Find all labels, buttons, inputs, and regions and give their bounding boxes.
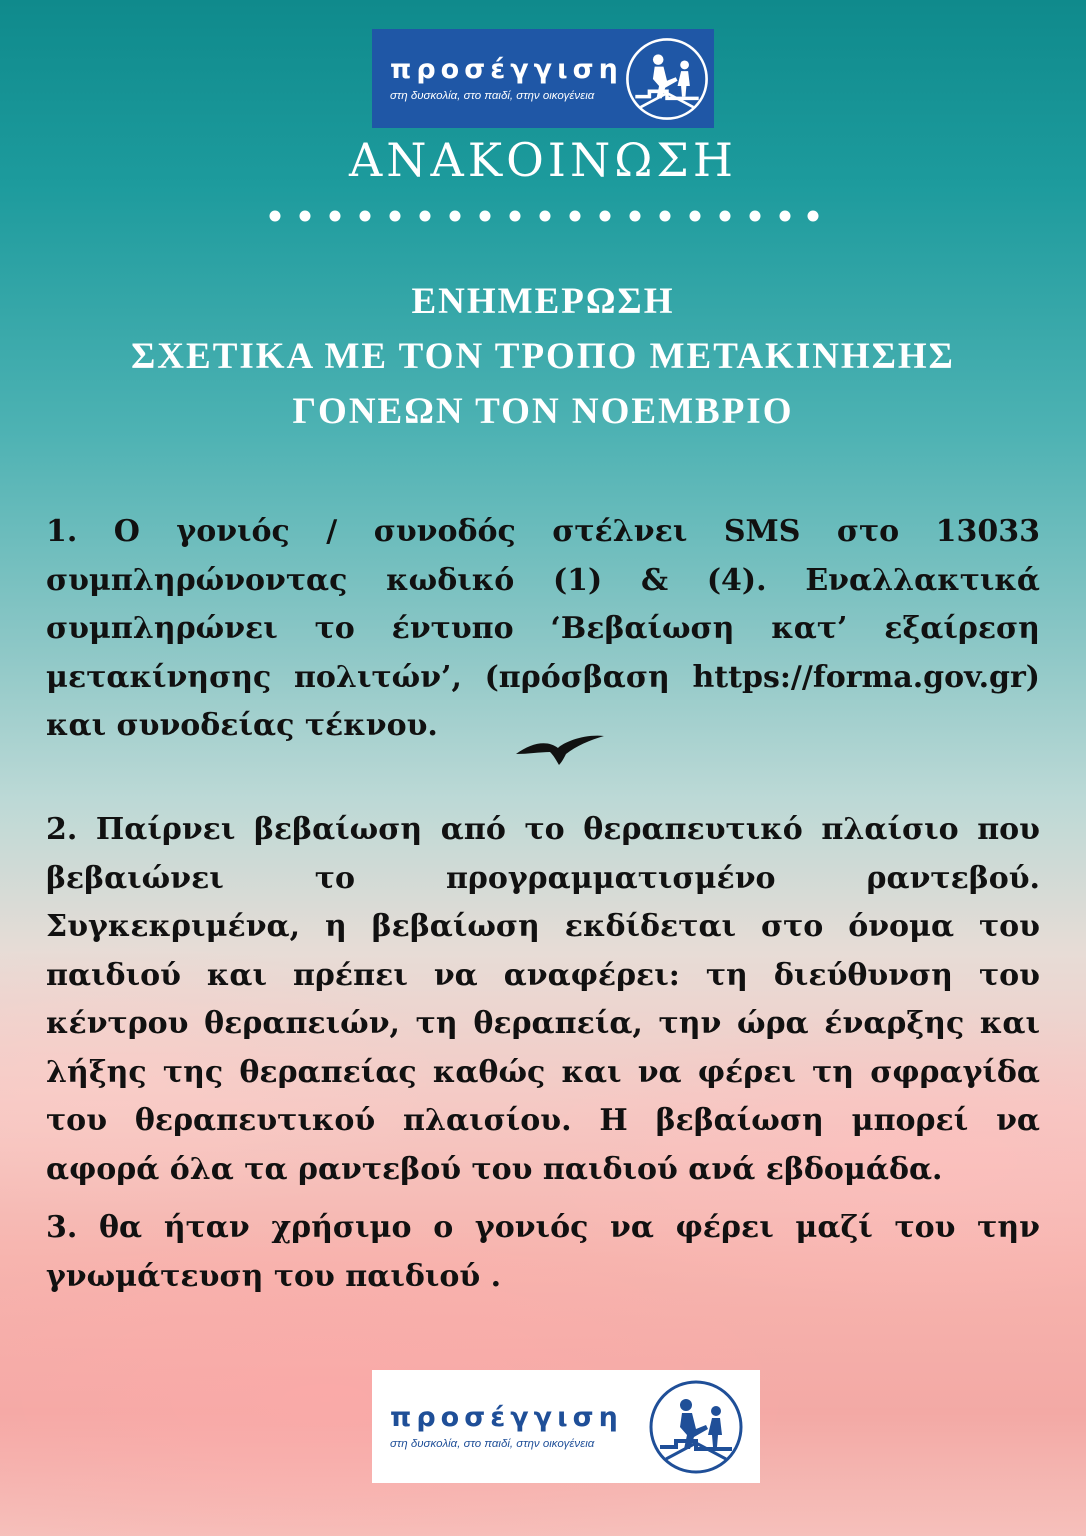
logo-name: προσέγγιση bbox=[390, 53, 623, 85]
bird-icon bbox=[514, 732, 606, 766]
page-title: ΑΝΑΚΟΙΝΩΣΗ bbox=[349, 133, 737, 187]
subtitle-line-2: ΣΧΕΤΙΚΑ ΜΕ ΤΟΝ ΤΡΟΠΟ ΜΕΤΑΚΙΝΗΣΗΣ bbox=[131, 336, 955, 377]
dotted-divider bbox=[268, 209, 820, 223]
instruction-item-2: 2. Παίρνει βεβαίωση από το θεραπευτικό πλαίσιο που βεβαιώνει το προγραμματισμένο ραντεβού. Συγκεκριμένα, η βεβαίωση εκδίδεται στο όνομα του παιδιού και πρέπει να αναφέρει: τη διεύθυνση του κέντρου θεραπειών, τη θεραπεία, την ώρα έναρξης και λήξης της θεραπείας καθώς και να φέρει τη σφραγίδα του θεραπευτικού πλαισίου. Η βεβαίωση μπορεί να αφορά όλα τα ραντεβού του παιδιού ανά εβδομάδα. bbox=[46, 812, 1040, 1187]
logo-name: προσέγγιση bbox=[390, 1401, 623, 1433]
subtitle bbox=[0, 274, 1086, 439]
header-logo bbox=[372, 29, 714, 128]
subtitle-line-3: ΓΟΝΕΩΝ ΤΟΝ ΝΟΕΜΒΡΙΟ bbox=[292, 391, 794, 432]
logo-tagline: στη δυσκολία, στο παιδί, στην οικογένεια bbox=[390, 1438, 595, 1451]
subtitle-line-1: ΕΝΗΜΕΡΩΣΗ bbox=[411, 281, 675, 322]
footer-logo bbox=[372, 1370, 760, 1483]
logo-tagline: στη δυσκολία, στο παιδί, στην οικογένεια bbox=[390, 90, 595, 103]
parent-child-logo-icon bbox=[623, 35, 711, 123]
instruction-item-1: 1. Ο γονιός / συνοδός στέλνει SMS στο 13033 συμπληρώνοντας κωδικό (1) & (4). Εναλλακτικά συμπληρώνει το έντυπο ‘Βεβαίωση κατ’ εξαίρεση μετακίνησης πολιτών’, (πρόσβαση https://forma.gov.gr) και συνοδείας τέκνου. bbox=[46, 514, 1040, 743]
instruction-item-3: 3. θα ήταν χρήσιμο ο γονιός να φέρει μαζί του την γνωμάτευση του παιδιού . bbox=[46, 1210, 1040, 1294]
parent-child-logo-icon bbox=[646, 1377, 746, 1477]
